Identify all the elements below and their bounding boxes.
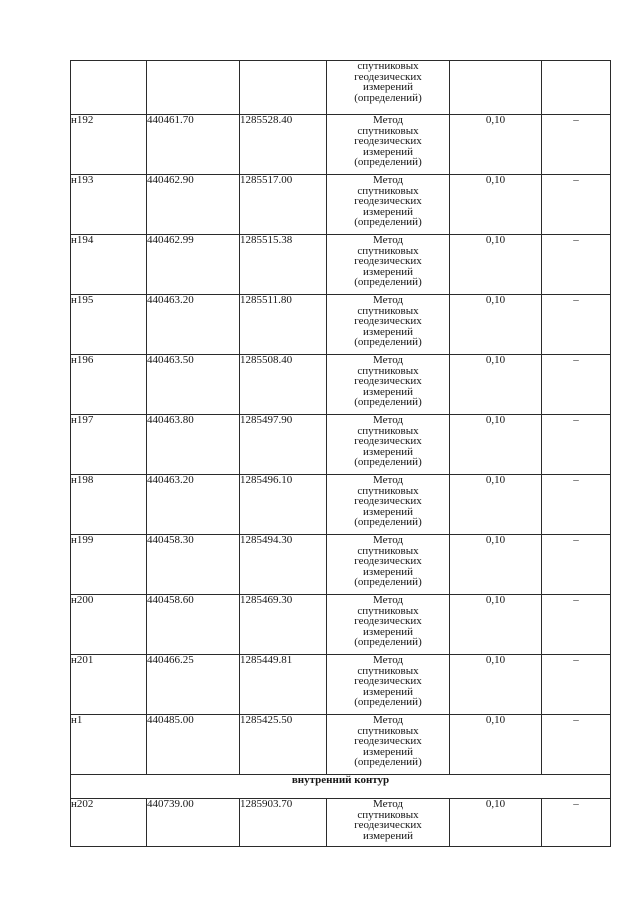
- x-coordinate-cell: 440458.60: [147, 595, 240, 655]
- y-coordinate-cell: 1285469.30: [240, 595, 327, 655]
- x-coordinate-cell: 440466.25: [147, 655, 240, 715]
- method-line: Метод: [373, 354, 403, 366]
- method-cell: [327, 715, 450, 775]
- method-line: геодезических: [354, 735, 422, 748]
- method-line: спутниковых: [357, 60, 419, 72]
- point-id-cell: н199: [71, 535, 147, 595]
- table-row: [71, 799, 611, 847]
- table-row: [71, 115, 611, 175]
- table-row: [71, 175, 611, 235]
- method-line: Метод: [373, 654, 403, 666]
- accuracy-cell: 0,10: [450, 415, 542, 475]
- method-cell: [327, 535, 450, 595]
- point-id-cell: [71, 61, 147, 115]
- dash-cell: –: [542, 115, 611, 175]
- accuracy-cell: 0,10: [450, 115, 542, 175]
- dash-cell: –: [542, 175, 611, 235]
- method-cell: [327, 355, 450, 415]
- method-line: (определений): [354, 216, 422, 229]
- dash-cell: –: [542, 715, 611, 775]
- point-id-cell: н200: [71, 595, 147, 655]
- x-coordinate-cell: 440461.70: [147, 115, 240, 175]
- method-line: (определений): [354, 91, 422, 104]
- method-line: измерений: [363, 145, 413, 158]
- accuracy-cell: 0,10: [450, 535, 542, 595]
- method-line: Метод: [373, 234, 403, 246]
- point-id-cell: н1: [71, 715, 147, 775]
- table-row-partial: [71, 61, 611, 115]
- table-row: [71, 535, 611, 595]
- method-line: Метод: [373, 414, 403, 426]
- method-line: (определений): [354, 156, 422, 169]
- method-line: измерений: [363, 325, 413, 338]
- table-row: [71, 415, 611, 475]
- y-coordinate-cell: 1285515.38: [240, 235, 327, 295]
- dash-cell: –: [542, 415, 611, 475]
- method-line: спутниковых: [357, 304, 419, 317]
- table-row: [71, 655, 611, 715]
- y-coordinate-cell: 1285496.10: [240, 475, 327, 535]
- method-cell: [327, 295, 450, 355]
- point-id-cell: н198: [71, 475, 147, 535]
- accuracy-cell: 0,10: [450, 355, 542, 415]
- accuracy-cell: 0,10: [450, 595, 542, 655]
- accuracy-cell: 0,10: [450, 235, 542, 295]
- method-line: Метод: [373, 174, 403, 186]
- accuracy-cell: 0,10: [450, 295, 542, 355]
- method-line: спутниковых: [357, 724, 419, 737]
- table-row: [71, 715, 611, 775]
- x-coordinate-cell: 440458.30: [147, 535, 240, 595]
- x-coordinate-cell: 440462.90: [147, 175, 240, 235]
- y-coordinate-cell: 1285903.70: [240, 799, 327, 847]
- dash-cell: –: [542, 799, 611, 847]
- dash-cell: –: [542, 295, 611, 355]
- accuracy-cell: 0,10: [450, 715, 542, 775]
- method-cell: [327, 415, 450, 475]
- y-coordinate-cell: 1285517.00: [240, 175, 327, 235]
- method-cell: [327, 655, 450, 715]
- section-title: внутренний контур: [71, 775, 611, 799]
- method-line: геодезических: [354, 195, 422, 208]
- dash-cell: [542, 61, 611, 115]
- method-line: измерений: [363, 81, 413, 94]
- method-line: измерений: [363, 445, 413, 458]
- x-coordinate-cell: 440739.00: [147, 799, 240, 847]
- method-line: геодезических: [354, 255, 422, 268]
- method-line: измерений: [363, 565, 413, 578]
- method-line: геодезических: [354, 555, 422, 568]
- method-line: геодезических: [354, 675, 422, 688]
- method-line: (определений): [354, 696, 422, 709]
- method-line: спутниковых: [357, 184, 419, 197]
- method-line: спутниковых: [357, 604, 419, 617]
- point-id-cell: н195: [71, 295, 147, 355]
- y-coordinate-cell: 1285528.40: [240, 115, 327, 175]
- method-line: геодезических: [354, 315, 422, 328]
- section-row: [71, 775, 611, 799]
- point-id-cell: н193: [71, 175, 147, 235]
- coordinates-table-body: [71, 61, 611, 847]
- table-row: [71, 235, 611, 295]
- method-line: (определений): [354, 396, 422, 409]
- method-line: измерений: [363, 505, 413, 518]
- method-line: (определений): [354, 756, 422, 769]
- point-id-cell: н196: [71, 355, 147, 415]
- table-row: [71, 475, 611, 535]
- x-coordinate-cell: 440463.50: [147, 355, 240, 415]
- method-line: спутниковых: [357, 364, 419, 377]
- dash-cell: –: [542, 475, 611, 535]
- y-coordinate-cell: [240, 61, 327, 115]
- method-cell: [327, 799, 450, 847]
- method-line: геодезических: [354, 70, 422, 83]
- accuracy-cell: 0,10: [450, 475, 542, 535]
- method-line: спутниковых: [357, 244, 419, 257]
- method-line: геодезических: [354, 135, 422, 148]
- point-id-cell: н197: [71, 415, 147, 475]
- method-line: (определений): [354, 456, 422, 469]
- method-cell: [327, 595, 450, 655]
- x-coordinate-cell: 440463.20: [147, 475, 240, 535]
- method-cell: [327, 61, 450, 115]
- method-line: измерений: [363, 685, 413, 698]
- method-line: Метод: [373, 714, 403, 726]
- point-id-cell: н201: [71, 655, 147, 715]
- method-line: геодезических: [354, 819, 422, 832]
- method-line: Метод: [373, 114, 403, 126]
- method-line: геодезических: [354, 495, 422, 508]
- method-cell: [327, 475, 450, 535]
- method-line: Метод: [373, 798, 403, 810]
- method-line: спутниковых: [357, 424, 419, 437]
- accuracy-cell: 0,10: [450, 655, 542, 715]
- y-coordinate-cell: 1285508.40: [240, 355, 327, 415]
- x-coordinate-cell: 440485.00: [147, 715, 240, 775]
- x-coordinate-cell: 440462.99: [147, 235, 240, 295]
- coordinates-table: [70, 60, 611, 847]
- dash-cell: –: [542, 235, 611, 295]
- x-coordinate-cell: 440463.80: [147, 415, 240, 475]
- method-line: спутниковых: [357, 808, 419, 821]
- method-line: геодезических: [354, 615, 422, 628]
- method-line: измерений: [363, 205, 413, 218]
- x-coordinate-cell: [147, 61, 240, 115]
- method-line: (определений): [354, 576, 422, 589]
- method-line: геодезических: [354, 375, 422, 388]
- point-id-cell: н194: [71, 235, 147, 295]
- method-line: Метод: [373, 474, 403, 486]
- method-line: Метод: [373, 534, 403, 546]
- method-line: Метод: [373, 294, 403, 306]
- y-coordinate-cell: 1285494.30: [240, 535, 327, 595]
- method-line: спутниковых: [357, 664, 419, 677]
- method-line: (определений): [354, 636, 422, 649]
- y-coordinate-cell: 1285449.81: [240, 655, 327, 715]
- method-line: спутниковых: [357, 544, 419, 557]
- method-line: измерений: [363, 625, 413, 638]
- dash-cell: –: [542, 535, 611, 595]
- table-row: [71, 295, 611, 355]
- accuracy-cell: 0,10: [450, 799, 542, 847]
- y-coordinate-cell: 1285497.90: [240, 415, 327, 475]
- method-line: Метод: [373, 594, 403, 606]
- method-line: измерений: [363, 829, 413, 842]
- dash-cell: –: [542, 355, 611, 415]
- table-row: [71, 355, 611, 415]
- y-coordinate-cell: 1285425.50: [240, 715, 327, 775]
- table-row: [71, 595, 611, 655]
- method-line: спутниковых: [357, 484, 419, 497]
- method-line: (определений): [354, 336, 422, 349]
- method-line: измерений: [363, 265, 413, 278]
- dash-cell: –: [542, 655, 611, 715]
- dash-cell: –: [542, 595, 611, 655]
- point-id-cell: н202: [71, 799, 147, 847]
- method-line: измерений: [363, 385, 413, 398]
- method-cell: [327, 175, 450, 235]
- x-coordinate-cell: 440463.20: [147, 295, 240, 355]
- method-line: спутниковых: [357, 124, 419, 137]
- method-line: (определений): [354, 276, 422, 289]
- method-line: измерений: [363, 745, 413, 758]
- method-line: геодезических: [354, 435, 422, 448]
- method-line: (определений): [354, 516, 422, 529]
- method-cell: [327, 115, 450, 175]
- accuracy-cell: [450, 61, 542, 115]
- method-cell: [327, 235, 450, 295]
- y-coordinate-cell: 1285511.80: [240, 295, 327, 355]
- accuracy-cell: 0,10: [450, 175, 542, 235]
- point-id-cell: н192: [71, 115, 147, 175]
